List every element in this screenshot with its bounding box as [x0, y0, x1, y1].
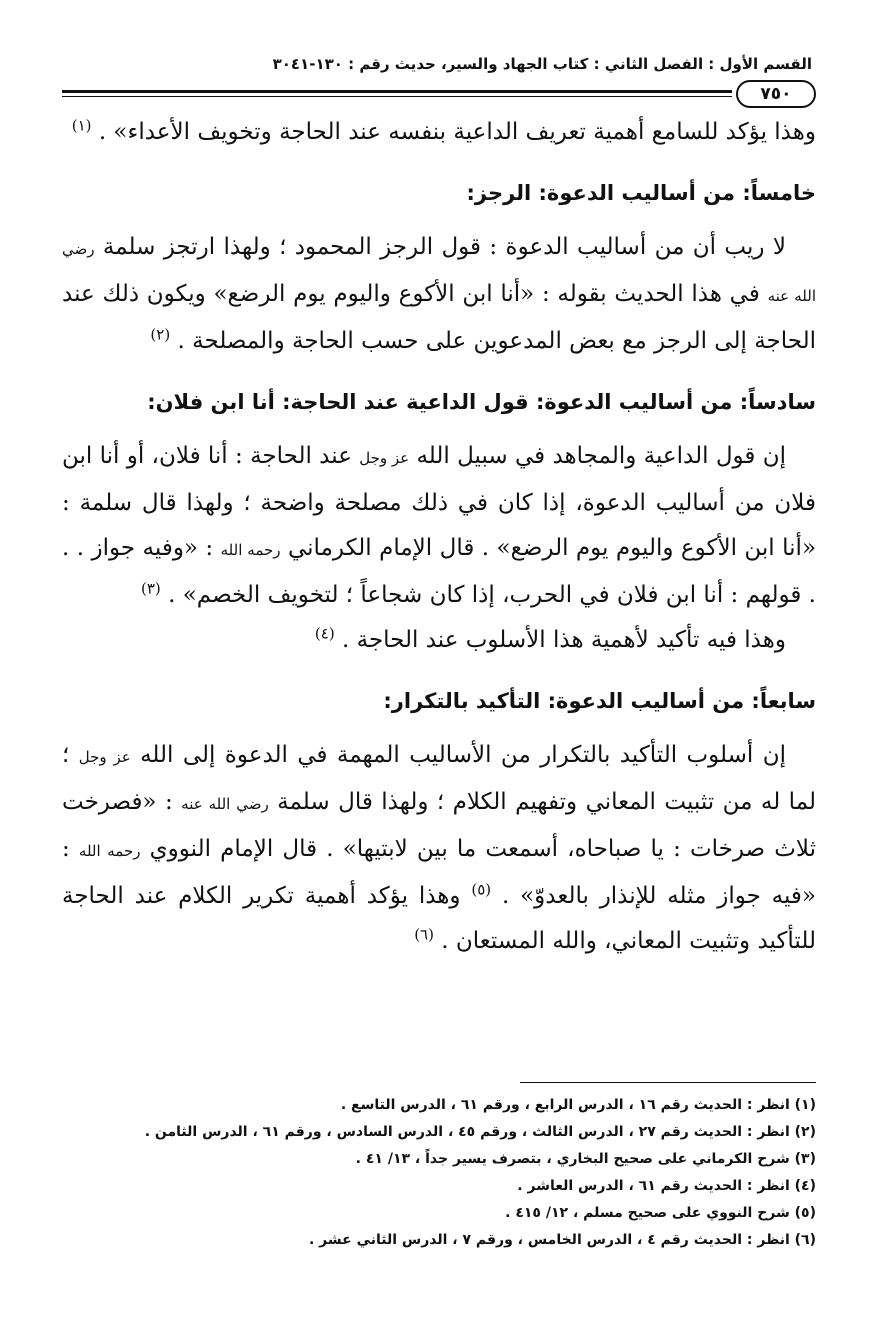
paragraph-seventh-text-b: ؛ لما له من تثبيت المعاني وتفهيم الكلام ؛ ولهذا قال سلمة: [62, 742, 816, 815]
footnote-6: (٦) انظر : الحديث رقم ٤ ، الدرس الخامس ، ورقم ٧ ، الدرس الثاني عشر .: [308, 1232, 816, 1248]
honorific-glyph: رضي الله عنه: [181, 795, 269, 813]
header-double-rule: [62, 90, 732, 97]
footnote-3: (٣) شرح الكرماني على صحيح البخاري ، بتصرف يسير جداً ، ١٣/ ٤١ .: [355, 1151, 816, 1167]
paragraph-sixth-text-a: إن قول الداعية والمجاهد في سبيل الله: [416, 443, 787, 469]
intro-text: وهذا يؤكد للسامع أهمية تعريف الداعية بنفسه عند الحاجة وتخويف الأعداء» .: [98, 119, 816, 145]
paragraph-seventh-text-e: وهذا يؤكد أهمية تكرير الكلام عند الحاجة للتأكيد وتثبيت المعاني، والله المستعان .: [62, 883, 816, 954]
paragraph-seventh-text-a: إن أسلوب التأكيد بالتكرار من الأساليب المهمة في الدعوة إلى الله: [140, 742, 787, 768]
heading-fifth: خامساً: من أساليب الدعوة: الرجز:: [466, 181, 816, 205]
honorific-glyph: رحمه الله: [220, 541, 281, 559]
footnote-2: (٢) انظر : الحديث رقم ٢٧ ، الدرس الثالث ، ورقم ٤٥ ، الدرس السادس ، ورقم ٦١ ، الدرس الثامن .: [144, 1124, 816, 1140]
page-number: ٧٥٠: [736, 80, 816, 108]
honorific-glyph: عز وجل: [78, 748, 131, 766]
running-header: القسم الأول : الفصل الثاني : كتاب الجهاد والسير، حديث رقم : ١٣٠-٣٠٤١: [272, 55, 812, 73]
honorific-glyph: رضي الله عنه: [62, 240, 817, 305]
heading-seventh: سابعاً: من أساليب الدعوة: التأكيد بالتكرار:: [383, 689, 816, 713]
paragraph-fifth: [62, 225, 816, 364]
header-rule-row: [62, 80, 816, 108]
footnote-4: (٤) انظر : الحديث رقم ٦١ ، الدرس العاشر .: [517, 1178, 816, 1194]
paragraph-fifth-text-a: لا ريب أن من أساليب الدعوة : قول الرجز المحمود ؛ ولهذا ارتجز سلمة: [102, 234, 786, 260]
footnote-ref-6: (٦): [414, 925, 434, 944]
footnote-ref-2: (٢): [150, 325, 171, 344]
paragraph-sixth: [62, 434, 816, 618]
heading-sixth: سادساً: من أساليب الدعوة: قول الداعية عند الحاجة: أنا ابن فلان:: [147, 390, 816, 414]
paragraph-seventh-text-d: : «فيه جواز مثله للإنذار بالعدوّ» .: [62, 836, 817, 909]
paragraph-sixth-2: [62, 618, 816, 663]
paragraph-seventh-text-c: : «فصرخت ثلاث صرخات : يا صباحاه، أسمعت ما بين لابتيها» . قال الإمام النووي: [62, 789, 817, 862]
footnote-5: (٥) شرح النووي على صحيح مسلم ، ١٢/ ٤١٥ .: [505, 1205, 816, 1221]
footnote-ref-1: (١): [71, 116, 92, 135]
intro-paragraph: [62, 110, 816, 155]
paragraph-sixth-text-b: عند الحاجة : أنا فلان، أو أنا ابن فلان من أساليب الدعوة، إذا كان في ذلك مصلحة واضحة ؛ ولهذا قال سلمة : «أنا ابن الأكوع واليوم يوم الرضع» . قال الإمام الكرماني: [62, 443, 817, 561]
paragraph-seventh: [62, 733, 816, 964]
footnote-ref-5: (٥): [471, 880, 492, 899]
honorific-glyph: عز وجل: [359, 449, 410, 467]
paragraph-sixth-2-text: وهذا فيه تأكيد لأهمية هذا الأسلوب عند الحاجة .: [341, 627, 786, 653]
book-page: [62, 52, 816, 1302]
footnote-divider: [520, 1082, 816, 1083]
honorific-glyph: رحمه الله: [78, 842, 141, 860]
footnote-ref-3: (٣): [141, 579, 161, 598]
footnote-1: (١) انظر : الحديث رقم ١٦ ، الدرس الرابع ، ورقم ٦١ ، الدرس التاسع .: [340, 1097, 816, 1113]
footnotes: [62, 1092, 816, 1254]
paragraph-sixth-text-c: : «وفيه جواز . . . قولهم : أنا ابن فلان في الحرب، إذا كان شجاعاً ؛ لتخويف الخصم» .: [62, 535, 816, 608]
paragraph-fifth-text-b: في هذا الحديث بقوله : «أنا ابن الأكوع واليوم يوم الرضع» ويكون ذلك عند الحاجة إلى الرجز مع بعض المدعوين على حسب الحاجة والمصلحة .: [62, 281, 816, 354]
footnote-ref-4: (٤): [314, 624, 335, 643]
